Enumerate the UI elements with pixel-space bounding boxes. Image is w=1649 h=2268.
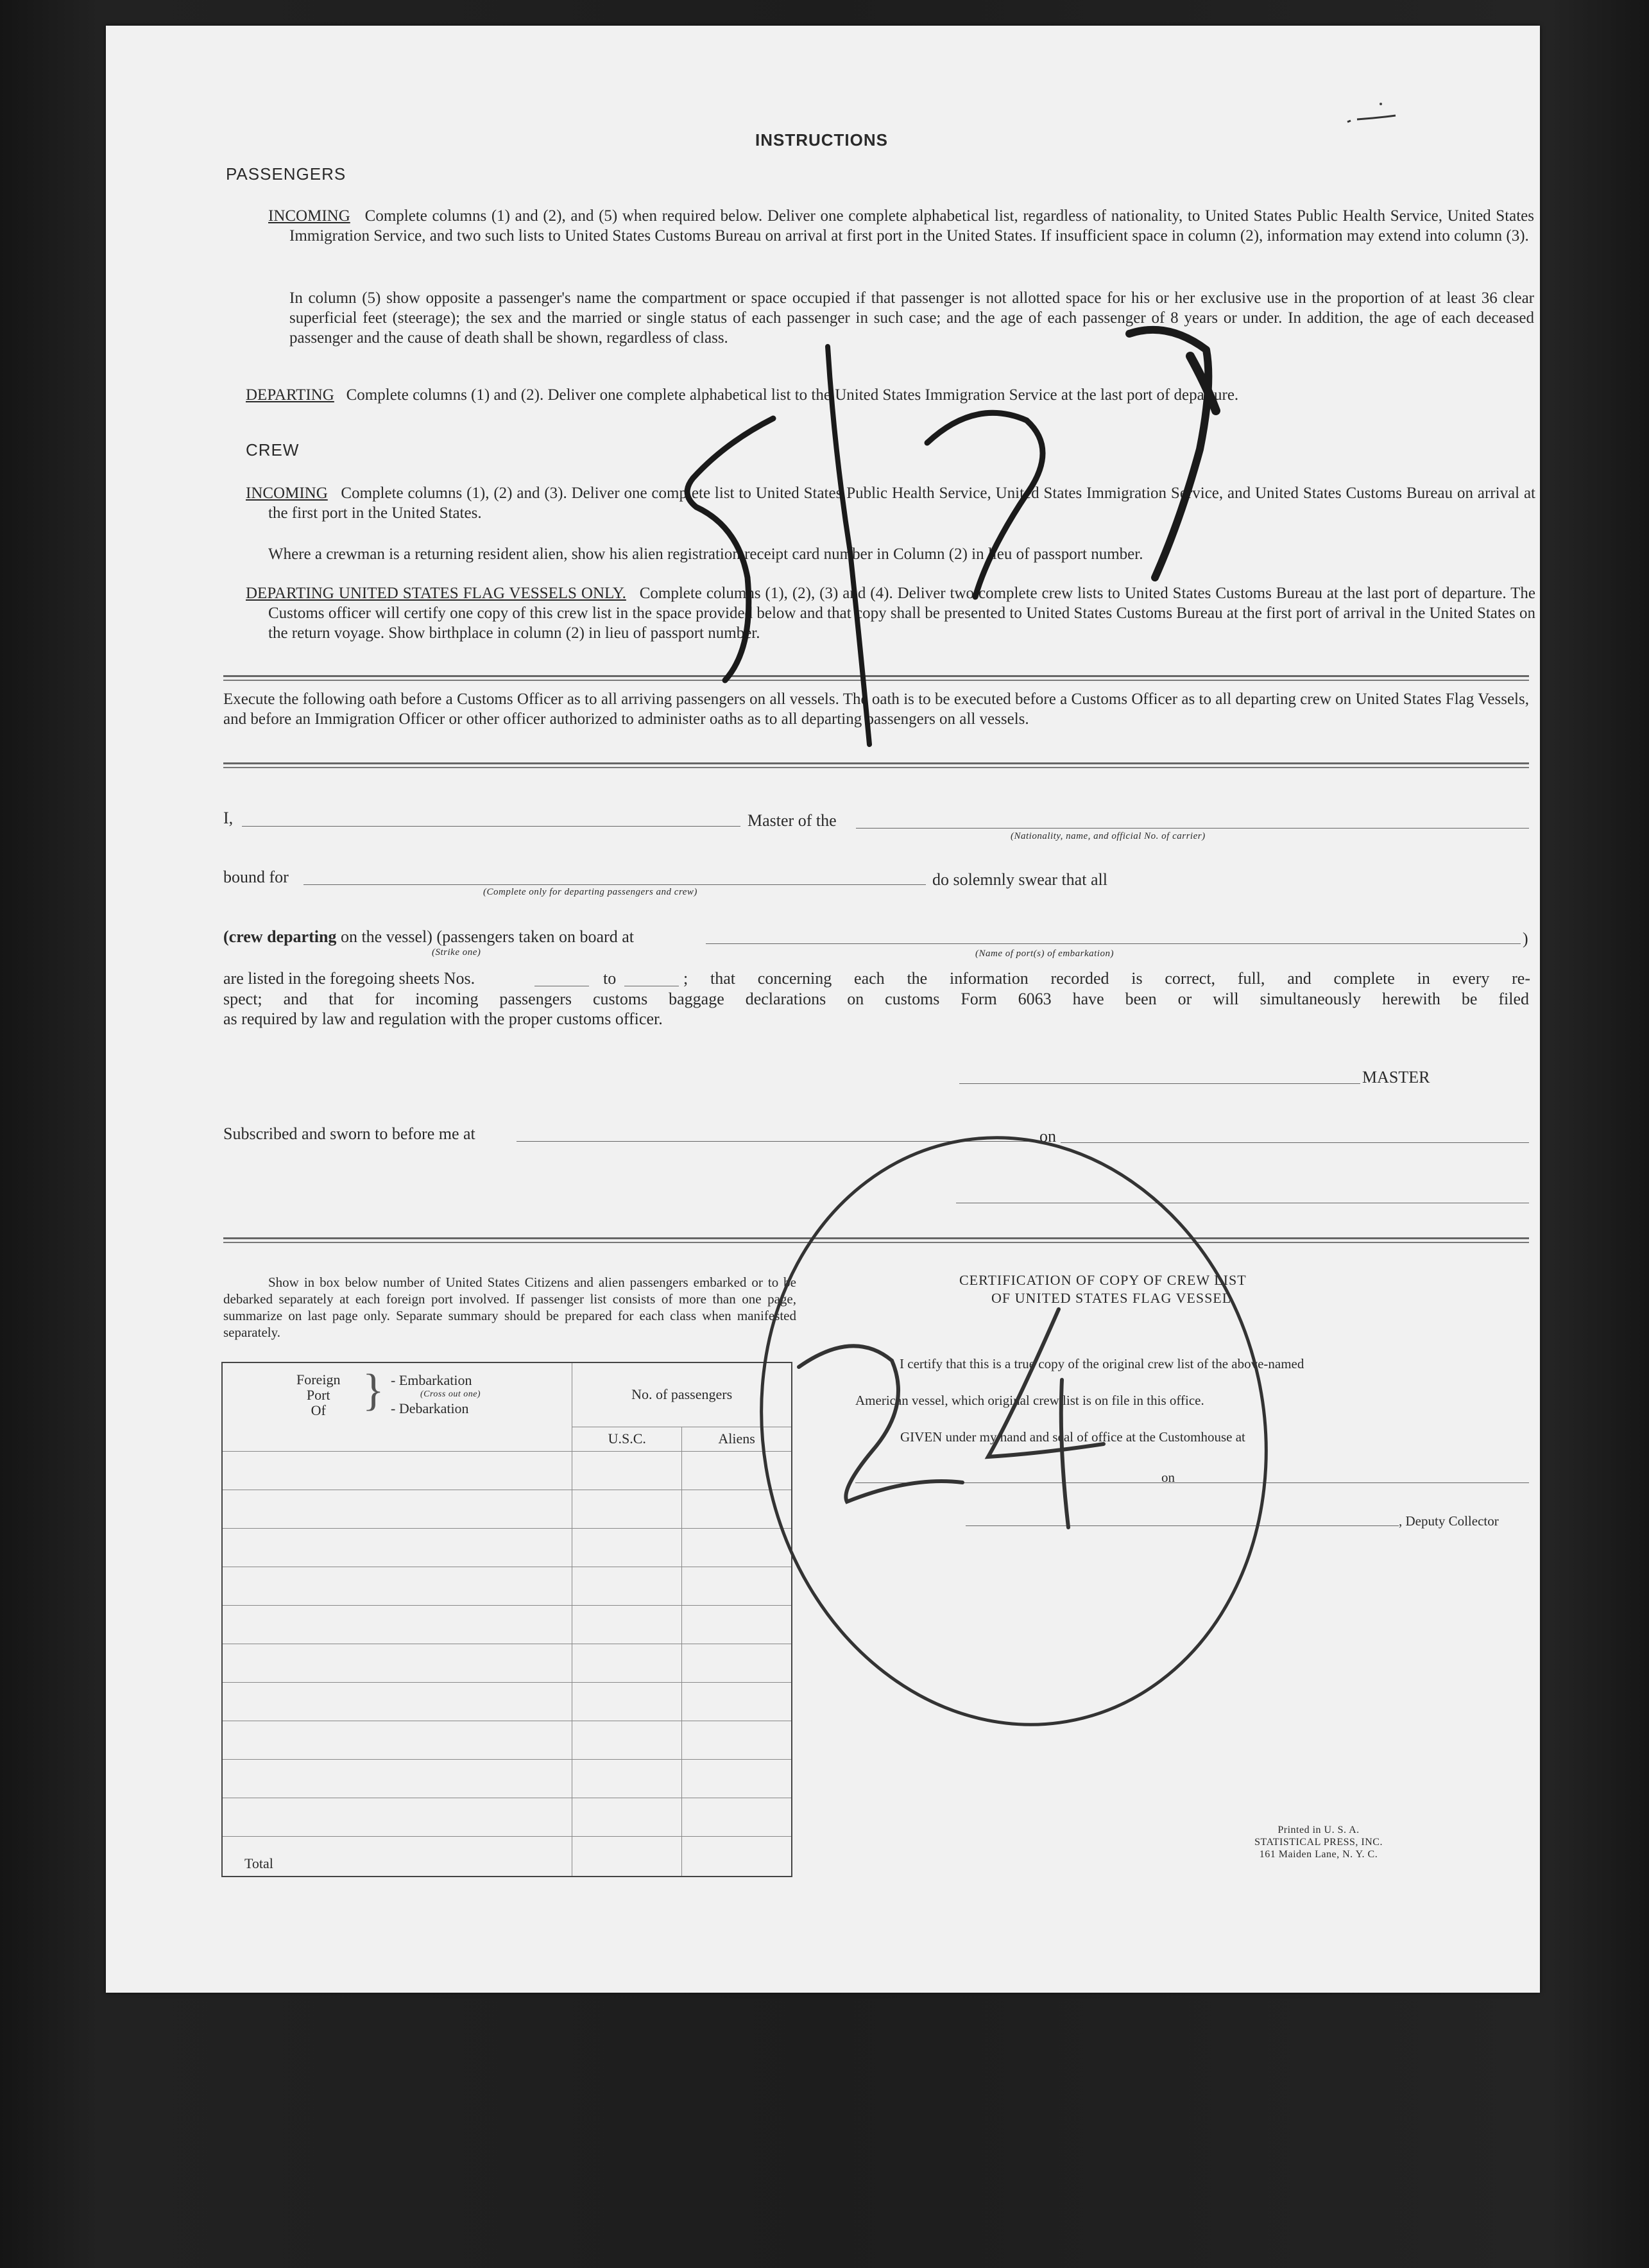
strike-one-hint: (Strike one) [432, 947, 481, 958]
passengers-departing-paragraph [246, 385, 1535, 405]
divider-oath [223, 762, 1529, 768]
column5-paragraph [268, 288, 1534, 348]
crew-incoming-label: INCOMING [246, 485, 328, 502]
crew-incoming-paragraph [246, 483, 1535, 523]
table-row [222, 1605, 792, 1644]
oath-i-label: I, [223, 809, 234, 827]
close-paren: ) [1523, 929, 1528, 948]
oath-intro-text: Execute the following oath before a Customs Officer as to all arriving passengers on all vessels. The oath is to be executed before a Customs Officer as to all departing crew on United States Flag Vessels, and before an Immigration Officer or other officer authorized to administer oaths as to all departing passengers on all vessels. [223, 691, 1529, 728]
on-vessel-label: on the vessel) [340, 927, 432, 946]
deputy-signature-field[interactable] [966, 1525, 1399, 1526]
crewman-text: Where a crewman is a returning resident alien, show his alien registration receipt card number in Column (2) in lieu of passport number. [268, 546, 1143, 563]
aliens-header: Aliens [682, 1427, 792, 1451]
passengers-incoming-paragraph [268, 206, 1534, 246]
usc-header: U.S.C. [572, 1427, 682, 1451]
crew-incoming-text: Complete columns (1), (2) and (3). Deliver one complete list to United States Public Health Service, United States Immigration Service, and United States Customs Bureau on arrival at the first port in the United States. [268, 485, 1535, 522]
form-sheet [106, 26, 1540, 1993]
table-row [222, 1644, 792, 1682]
given-line: GIVEN under my hand and seal of office at the Customhouse at [900, 1429, 1245, 1445]
passenger-summary-table [221, 1362, 792, 1877]
table-row [222, 1682, 792, 1721]
oath-intro-paragraph [223, 689, 1529, 729]
carrier-field[interactable] [856, 828, 1529, 829]
subscribed-date-field[interactable] [1061, 1142, 1529, 1143]
incoming-text: Complete columns (1) and (2), and (5) when required below. Deliver one complete alphabetical list, regardless of nationality, to United States Public Health Service, United States Immigration Service, and two such lists to United States Customs Bureau on arrival at first port in the United States. If insufficient space in column (2), information may extend into column (3). [289, 207, 1535, 245]
crew-heading: CREW [246, 440, 300, 460]
incoming-label: INCOMING [268, 207, 350, 225]
subscribed-place-field[interactable] [517, 1141, 1033, 1142]
certify-line-1: I certify that this is a true copy of the original crew list of the above-named [900, 1356, 1304, 1371]
certify-line-2: American vessel, which original crew list is on file in this office. [855, 1393, 1204, 1408]
crewman-paragraph [268, 544, 1513, 564]
departing-flag-paragraph [246, 583, 1535, 643]
passengers-heading: PASSENGERS [226, 164, 346, 184]
listed-part-a: are listed in the foregoing sheets Nos. [223, 969, 475, 988]
certification-heading-1: CERTIFICATION OF COPY OF CREW LIST [959, 1272, 1247, 1288]
divider-top [223, 675, 1529, 681]
crew-departing-line [223, 927, 634, 947]
table-row [222, 1528, 792, 1567]
table-row [222, 1759, 792, 1798]
table-row [222, 1490, 792, 1528]
master-label: MASTER [1362, 1068, 1430, 1087]
table-row [222, 1721, 792, 1759]
deputy-collector-label: , Deputy Collector [1399, 1513, 1499, 1529]
smudge-mark [1344, 90, 1402, 128]
master-name-field[interactable] [242, 826, 740, 827]
total-aliens-cell[interactable] [682, 1836, 792, 1877]
listed-to: to [603, 969, 617, 988]
master-signature-field[interactable] [959, 1083, 1360, 1084]
brace-icon: } [363, 1366, 384, 1415]
foreign-port-label: Foreign Port Of [296, 1371, 341, 1418]
divider-bottom [223, 1237, 1529, 1243]
swear-label: do solemnly swear that all [932, 870, 1107, 889]
bound-for-label: bound for [223, 868, 289, 886]
departing-flag-label: DEPARTING UNITED STATES FLAG VESSELS ONLY. [246, 585, 626, 602]
table-row [222, 1451, 792, 1490]
total-row [222, 1836, 792, 1877]
total-label: Total [222, 1836, 572, 1877]
subscribed-on-label: on [1039, 1127, 1056, 1146]
listed-line-3: as required by law and regulation with the proper customs officer. [223, 1009, 663, 1028]
listed-part-b: ; that concerning each the information recorded is correct, full, and complete in every re- [683, 969, 1530, 988]
summary-instructions: Show in box below number of United States Citizens and alien passengers embarked or to be debarked separately at each foreign port involved. If passenger list consists of more than one page, summarize on last page only. Separate summary should be prepared for each class when manifested separately. [223, 1275, 796, 1340]
departing-flag-text: Complete columns (1), (2), (3) and (4). Deliver two complete crew lists to United States Customs Bureau at the last port of departure. The Customs officer will certify one copy of this crew list in the space provided below and that copy shall be presented to United States Customs Bureau at the first port of arrival in the United States on the return voyage. Show birthplace in column (2) in lieu of passport number. [268, 585, 1536, 642]
no-of-passengers-header: No. of passengers [572, 1362, 792, 1427]
master-of-the-label: Master of the [748, 811, 837, 830]
table-header-row [222, 1362, 792, 1427]
port-embarkation-field[interactable] [706, 943, 1521, 944]
passengers-taken-label: (passengers taken on board at [436, 927, 634, 946]
certification-heading-2: OF UNITED STATES FLAG VESSEL [991, 1290, 1232, 1306]
departing-text: Complete columns (1) and (2). Deliver one complete alphabetical list to the United States Immigration Service at the last port of departure. [346, 386, 1239, 404]
embark-debark-labels: - Embarkation (Cross out one) - Debarkation [391, 1372, 481, 1416]
departing-label: DEPARTING [246, 386, 334, 404]
port-hint: (Name of port(s) of embarkation) [975, 949, 1114, 959]
table-row [222, 1567, 792, 1605]
table-row [222, 1798, 792, 1836]
complete-only-hint: (Complete only for departing passengers and crew) [483, 887, 697, 897]
foreign-port-header [222, 1362, 572, 1451]
crew-departing-label: (crew departing [223, 927, 337, 946]
certification-date-field[interactable] [1184, 1482, 1529, 1483]
subscribed-label: Subscribed and sworn to before me at [223, 1124, 475, 1143]
printer-imprint: Printed in U. S. A. STATISTICAL PRESS, INC. 161 Maiden Lane, N. Y. C. [1254, 1825, 1383, 1860]
listed-line-2: spect; and that for incoming passengers customs baggage declarations on customs Form 6063 have been or will simultaneously herewith be filed [223, 990, 1529, 1008]
column5-text: In column (5) show opposite a passenger's name the compartment or space occupied if that passenger is not allotted space for his or her exclusive use in the proportion of at least 36 clear superficial feet (steerage); the sex and the married or single status of each passenger in such case; and the age of each passenger of 8 years or under. In addition, the age of each deceased passenger and the cause of death shall be shown, regardless of class. [289, 289, 1534, 347]
bound-for-field[interactable] [303, 884, 926, 885]
total-usc-cell[interactable] [572, 1836, 682, 1877]
certification-on-label: on [1161, 1470, 1175, 1485]
nationality-hint: (Nationality, name, and official No. of carrier) [1011, 831, 1206, 841]
instructions-title: INSTRUCTIONS [755, 130, 888, 150]
